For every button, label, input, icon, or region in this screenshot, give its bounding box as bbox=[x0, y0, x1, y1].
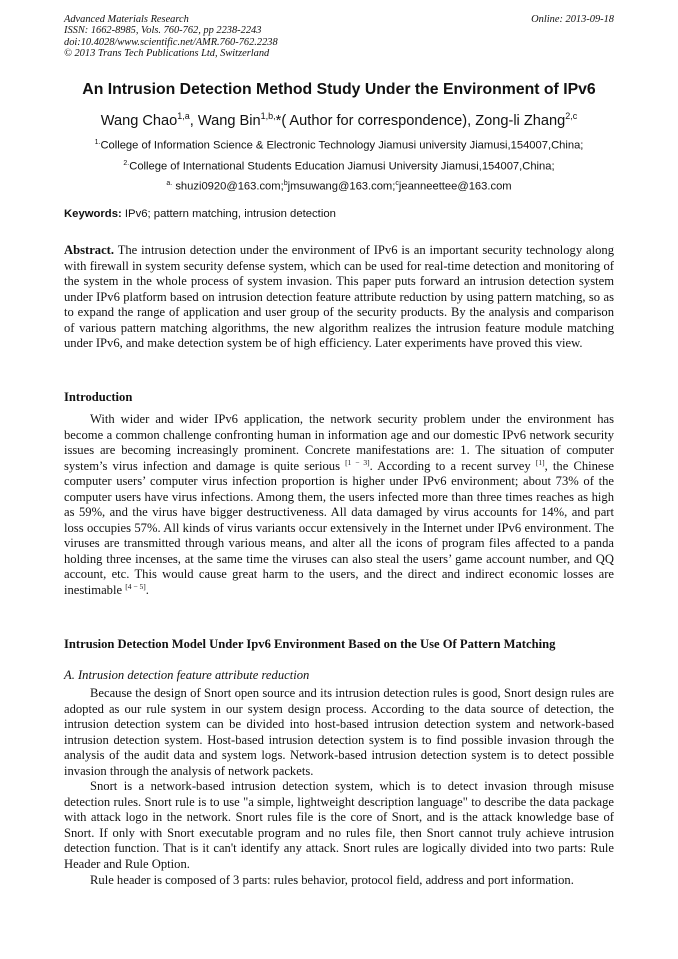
citation-1: [1] bbox=[535, 457, 545, 467]
copyright-line: © 2013 Trans Tech Publications Ltd, Switzerland bbox=[64, 48, 270, 60]
affiliation-2 bbox=[20, 160, 658, 173]
author-line bbox=[20, 111, 658, 129]
email-b-marker: b bbox=[283, 180, 288, 187]
intro-text-3: , the Chinese computer users’ computer virus infection proportion is higher under IPv6 environment; about 73% of the computer users have virus infections. Among them, the users infected more than three times reaches as high as 59%, and the virus have bigger destructiveness. All data damaged by virus accounts for 14%, and part loss occupies 57%. All kinds of virus variants occur extensively in the Internet under IPv6 environment. The viruses are transmitted through various means, and alter all the icons of program files affected to a panda holding three incenses, at the same time the viruses can also steal the users’ game account number, and QQ account, etc. This would cause great harm to the users, and the direct and indirect economic losses are inestimable bbox=[64, 458, 615, 598]
introduction-heading: Introduction bbox=[64, 390, 133, 404]
abstract bbox=[64, 243, 614, 352]
abstract-label: Abstract. bbox=[64, 243, 115, 257]
citation-4-5: [4 − 5] bbox=[125, 581, 146, 591]
affiliation-1-number: 1. bbox=[94, 139, 101, 146]
keywords-text: IPv6; pattern matching, intrusion detection bbox=[121, 208, 336, 220]
intro-text-1: With wider and wider IPv6 application, the network security problem under the environment has become a common challenge confronting human in information age and our domestic IPv6 network security issues are becoming increasingly prominent. Concrete manifestations are: 1. The situation of computer system’s virus infection and damage is quite serious bbox=[64, 412, 614, 473]
author-2-note: *( Author for correspondence), Zong-li Zhang bbox=[275, 112, 566, 129]
keywords-label: Keywords: bbox=[64, 208, 122, 220]
section-2-paragraph-2: Snort is a network-based intrusion detection system, which is to detect invasion through misuse detection rules. Snort rule is to use "a simple, lightweight description language" to describe the data package with attack logo in the network. Snort rules file is the core of Snort, and is the attack knowledge base of Snort. If only with Snort executable program and no rules file, then Snort cannot truly achieve intrusion detection function. That is it can't identify any attack. Snort rules are logically divided into two parts: Rule Header and Rule Option. bbox=[64, 779, 614, 871]
online-date: Online: 2013-09-18 bbox=[531, 14, 614, 25]
subsection-a-heading: A. Intrusion detection feature attribute reduction bbox=[64, 668, 310, 682]
author-1: Wang Chao bbox=[100, 112, 178, 129]
author-2-affil: 1,b, bbox=[260, 111, 276, 121]
email-a: shuzi0920@163.com; bbox=[172, 180, 284, 193]
abstract-text: The intrusion detection under the environment of IPv6 is an important security technology along with firewall in system security defense system, which can be used for real-time detection and monitoring of the system in the whole process of system invasion. This paper puts forward an intrusion detection system under IPv6 platform based on intrusion detection feature attribute reduction by using pattern matching, so as to expand the range of application and user group of the security products. By the analysis and comparison of various pattern matching algorithms, the new algorithm realizes the intrusion feature module matching under IPv6, and make detection system be of high efficiency. Later experiments have proved this view. bbox=[64, 243, 614, 351]
email-c-marker: c bbox=[395, 180, 399, 187]
email-b: jmsuwang@163.com; bbox=[287, 180, 396, 193]
doi-line: doi:10.4028/www.scientific.net/AMR.760-762.2238 bbox=[64, 36, 278, 48]
affiliation-1 bbox=[20, 139, 658, 152]
section-2-heading: Intrusion Detection Model Under Ipv6 Environment Based on the Use Of Pattern Matching bbox=[64, 637, 556, 651]
email-a-marker: a. bbox=[166, 180, 173, 187]
affiliation-2-text: College of International Students Education Jiamusi University Jiamusi,154007,China; bbox=[129, 160, 555, 173]
intro-text-2: . According to a recent survey bbox=[369, 458, 536, 473]
email-c: jeanneettee@163.com bbox=[398, 180, 512, 193]
journal-header bbox=[64, 14, 614, 60]
author-1-affil: 1,a bbox=[177, 111, 190, 121]
paper-title: An Intrusion Detection Method Study Under the Environment of IPv6 bbox=[82, 81, 596, 98]
citation-1-3: [1 − 3] bbox=[345, 457, 370, 467]
author-2: , Wang Bin bbox=[189, 112, 261, 129]
keywords bbox=[64, 208, 336, 220]
affiliation-2-number: 2. bbox=[123, 160, 130, 167]
author-3-affil: 2,c bbox=[565, 111, 578, 121]
affiliation-1-text: College of Information Science & Electronic Technology Jiamusi university Jiamusi,154007,China; bbox=[100, 139, 584, 152]
issn-line: ISSN: 1662-8985, Vols. 760-762, pp 2238-2243 bbox=[64, 25, 262, 37]
journal-name: Advanced Materials Research bbox=[64, 14, 189, 25]
section-2-paragraph-3: Rule header is composed of 3 parts: rules behavior, protocol field, address and port information. bbox=[90, 873, 574, 887]
section-2-paragraph-1: Because the design of Snort open source and its intrusion detection rules is good, Snort design rules are adopted as our rule system in our system design process. According to the data source of detection, the intrusion detection system can be divided into host-based intrusion detection system and network-based intrusion detection system. Host-based intrusion detection system is to find possible invasion through the analysis of the audit data and system logs. Network-based intrusion detection system is to detect possible invasion through the analysis of network packets. bbox=[64, 686, 614, 778]
introduction-paragraph bbox=[64, 412, 614, 599]
intro-text-4: . bbox=[145, 583, 149, 598]
email-line bbox=[20, 180, 658, 193]
